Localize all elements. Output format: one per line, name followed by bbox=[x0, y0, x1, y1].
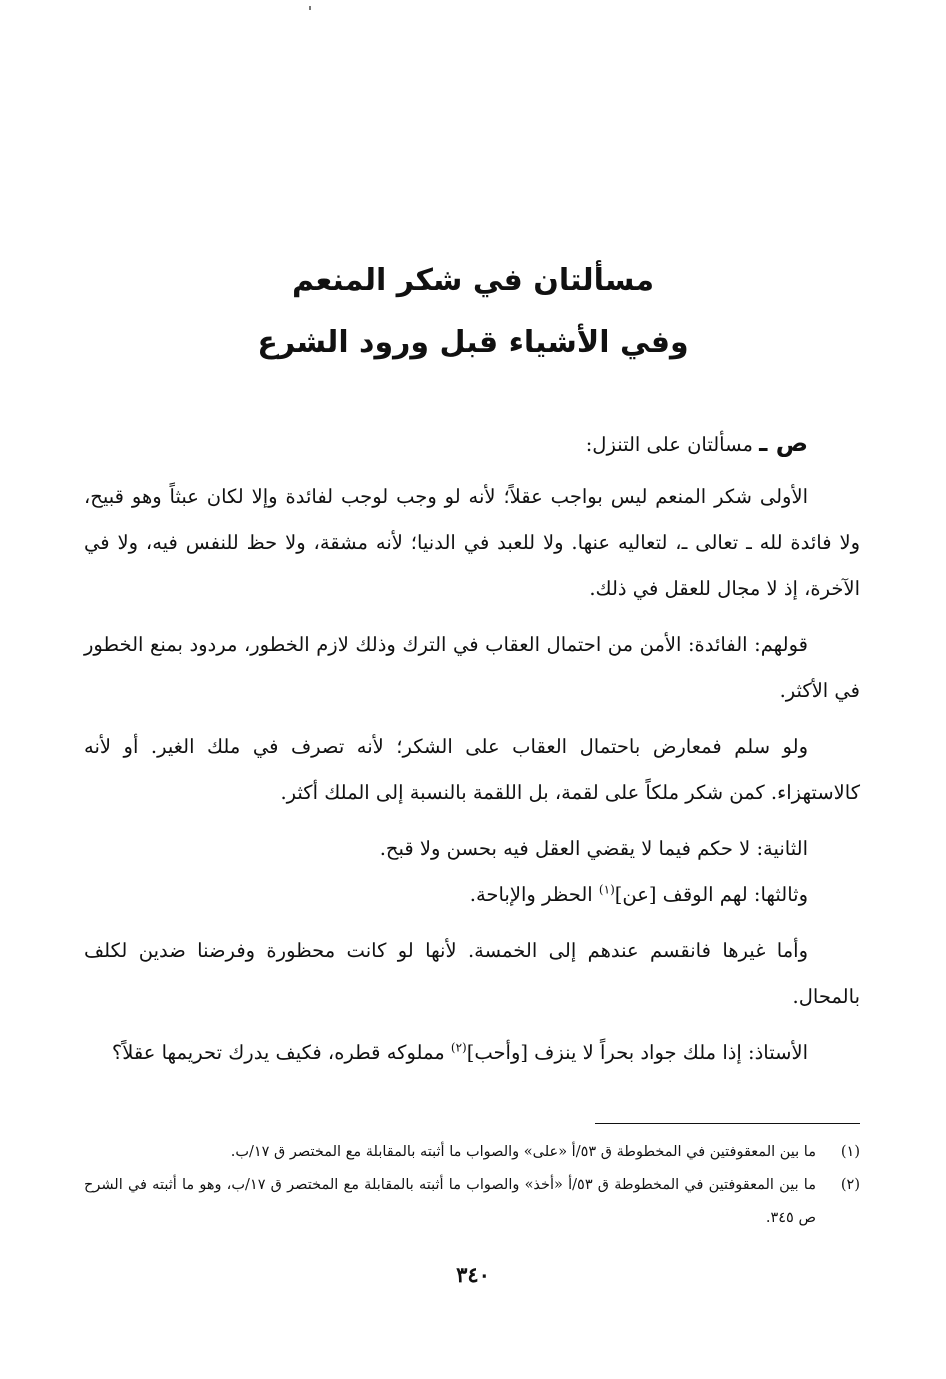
paragraph-their-saying: قولهم: الفائدة: الأمن من احتمال العقاب في الترك وذلك لازم الخطور، مردود بمنع الخطور في الأكثر. bbox=[84, 633, 860, 702]
footnote-number: (٢) bbox=[840, 1177, 860, 1193]
paragraph-first-issue: الأولى شكر المنعم ليس بواجب عقلاً؛ لأنه لو وجب لوجب لفائدة وإلا لكان عبثاً وهو قبيح، ولا فائدة لله ـ تعالى ـ، لتعاليه عنها. ولا للعبد في الدنيا؛ لأنه مشقة، ولا حظ للنفس فيه، ولا في الآخرة، إذ لا مجال للعقل في ذلك. bbox=[84, 485, 860, 600]
page-number: ٣٤٠ bbox=[456, 1262, 490, 1287]
footnote-2 bbox=[84, 1169, 860, 1235]
paragraph-third-view-start: وثالثها: لهم الوقف [عن] bbox=[614, 883, 808, 906]
footnote-number: (١) bbox=[840, 1144, 860, 1160]
footnote-ref-2[interactable]: (٢) bbox=[450, 1040, 467, 1055]
section-heading bbox=[84, 420, 860, 468]
paragraph-ustadh-start: الأستاذ: إذا ملك جواد بحراً لا ينزف [وأحب] bbox=[466, 1041, 808, 1064]
paragraph-objection: ولو سلم فمعارض باحتمال العقاب على الشكر؛ لأنه تصرف في ملك الغير. أو لأنه كالاستهزاء. كمن شكر ملكاً على لقمة، بل اللقمة بالنسبة إلى الملك أكثر. bbox=[84, 735, 860, 804]
paragraph-third-view bbox=[84, 872, 860, 918]
footnote-text: ما بين المعقوفتين في المخطوطة ق ٥٣/أ «على» والصواب ما أثبته بالمقابلة مع المختصر ق ١٧/ب. bbox=[230, 1144, 816, 1160]
footnote-text: ما بين المعقوفتين في المخطوطة ق ٥٣/أ «أخذ» والصواب ما أثبته بالمقابلة مع المختصر ق ١٧/ب، وهو ما أثبته في الشرح ص ٣٤٥. bbox=[84, 1177, 816, 1226]
chapter-title-line-2: وفي الأشياء قبل ورود الشرع bbox=[257, 325, 689, 360]
section-heading-text: مسألتان على التنزل: bbox=[585, 433, 760, 456]
footnote-ref-1[interactable]: (١) bbox=[598, 882, 615, 897]
scan-mark bbox=[309, 6, 311, 10]
footnote-divider bbox=[595, 1123, 860, 1124]
footnote-1 bbox=[84, 1136, 860, 1169]
chapter-title-line-1: مسألتان في شكر المنعم bbox=[291, 263, 655, 298]
main-text bbox=[84, 420, 860, 1086]
footnotes bbox=[84, 1136, 860, 1235]
chapter-title bbox=[150, 250, 796, 374]
paragraph-ustadh-end: مملوكه قطره، فكيف يدرك تحريمها عقلاً؟ bbox=[111, 1041, 451, 1064]
paragraph-ustadh bbox=[84, 1030, 860, 1076]
paragraph-second-issue: الثانية: لا حكم فيما لا يقضي العقل فيه بحسن ولا قبح. bbox=[379, 837, 808, 860]
text-marker: ص ـ bbox=[759, 429, 808, 457]
paragraph-third-view-end: الحظر والإباحة. bbox=[469, 883, 599, 906]
paragraph-others: وأما غيرها فانقسم عندهم إلى الخمسة. لأنها لو كانت محظورة وفرضنا ضدين لكلف بالمحال. bbox=[84, 939, 860, 1008]
